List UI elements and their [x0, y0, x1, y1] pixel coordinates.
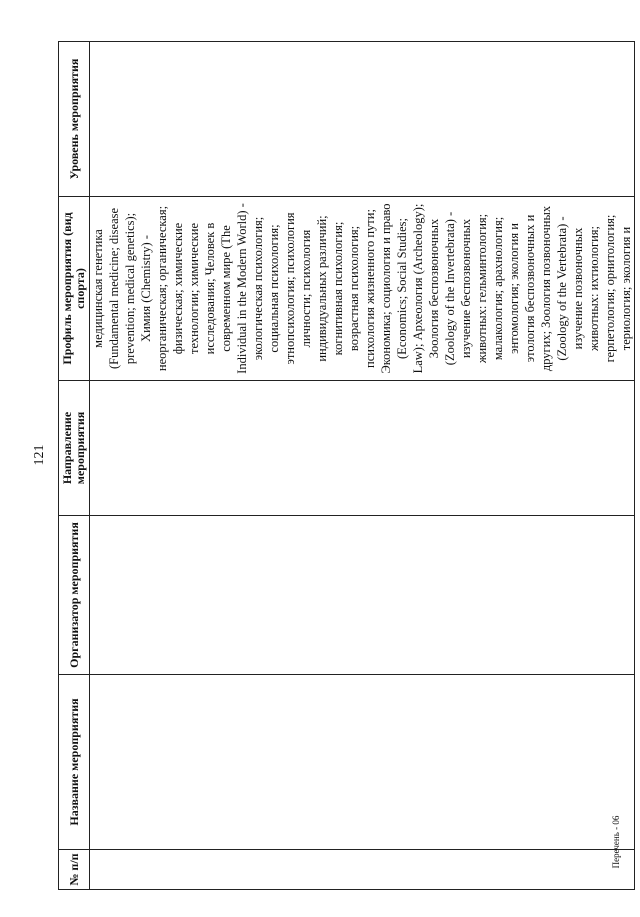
profile-line: Химия (Chemistry) -: [139, 235, 153, 342]
profile-line: териология; экология и: [619, 226, 633, 351]
cell-profile: [90, 197, 635, 381]
header-organizer: Организатор мероприятия: [59, 516, 90, 675]
profile-line: Law); Археология (Archeology);: [411, 203, 425, 374]
profile-line: (Fundamental medicine; disease: [107, 207, 121, 370]
profile-line: изучение позвоночных: [571, 227, 585, 350]
profile-line: (Zoology of the Invertebrata) -: [443, 211, 457, 366]
profile-line: малакология; арахнология;: [491, 216, 505, 361]
profile-line: современном мире (The: [219, 225, 233, 352]
profile-line: Зоология беспозвоночных: [427, 218, 441, 359]
profile-text: [90, 200, 634, 377]
profile-line: Экономика; социология и право: [379, 203, 393, 374]
profile-line: энтомология; экология и: [507, 223, 521, 354]
profile-line: психология жизненного пути;: [363, 209, 377, 368]
profile-line: технологии; химические: [187, 223, 201, 355]
profile-line: prevention; medical genetics);: [123, 212, 137, 365]
profile-line: изучение беспозвоночных: [459, 218, 473, 359]
profile-line: этология беспозвоночных и: [523, 214, 537, 363]
profile-line: животных: гельминтология;: [475, 213, 489, 364]
profile-line: других; Зоология позвоночных: [539, 205, 553, 372]
profile-line: (Economics; Social Studies;: [395, 218, 409, 359]
cell-event-name: [90, 675, 635, 850]
profile-line: (Zoology of the Vertebrata) -: [555, 216, 569, 361]
profile-line: этнопсихология; психология: [283, 212, 297, 365]
header-number: № п/п: [59, 850, 90, 890]
header-level: Уровень мероприятия: [59, 42, 90, 197]
profile-line: медицинская генетика: [91, 229, 105, 348]
footer-text: Перечень - 06: [611, 815, 621, 869]
profile-line: экологическая психология;: [251, 216, 265, 361]
profile-line: герпетология; орнитология;: [603, 214, 617, 363]
header-event-name: Название мероприятия: [59, 675, 90, 850]
table-header-row: [59, 42, 90, 890]
profile-line: физическая; химические: [171, 222, 185, 355]
header-direction: Направление мероприятия: [59, 381, 90, 516]
page-number-text: 121: [32, 444, 47, 466]
events-table: [58, 41, 635, 890]
profile-line: возрастная психология;: [347, 225, 361, 352]
profile-line: неорганическая; органическая;: [155, 205, 169, 372]
profile-line: животных: ихтиология;: [587, 225, 601, 352]
header-profile: Профиль мероприятия (вид спорта): [59, 197, 90, 381]
profile-line: личности; психология: [299, 229, 313, 348]
profile-line: исследования; Человек в: [203, 222, 217, 355]
table-row: [90, 42, 635, 890]
profile-line: Individual in the Modern World) -: [235, 203, 249, 374]
cell-organizer: [90, 516, 635, 675]
profile-line: социальная психология;: [267, 224, 281, 353]
profile-line: индивидуальных различий;: [315, 215, 329, 362]
cell-level: [90, 42, 635, 197]
cell-number: [90, 850, 635, 890]
cell-direction: [90, 381, 635, 516]
profile-line: когнитивная психология;: [331, 221, 345, 356]
